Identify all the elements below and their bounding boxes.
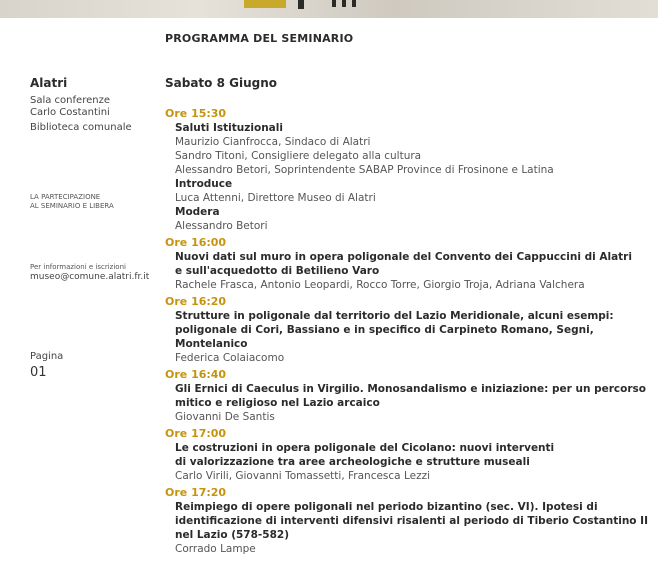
session-heading: poligonale di Cori, Bassiano e in specifico di Carpineto Romano, Segni, bbox=[175, 324, 594, 336]
program-session bbox=[165, 235, 645, 292]
session-heading: Gli Ernici di Caeculus in Virgilio. Monosandalismo e iniziazione: per un percorso bbox=[175, 383, 646, 395]
session-time: Ore 17:20 bbox=[165, 486, 227, 499]
sidebar-email: museo@comune.alatri.fr.it bbox=[30, 272, 150, 282]
session-time: Ore 16:40 bbox=[165, 368, 227, 381]
page-number: 01 bbox=[30, 365, 47, 380]
session-heading: Strutture in poligonale dal territorio del Lazio Meridionale, alcuni esempi: bbox=[175, 310, 614, 322]
session-heading: di valorizzazione tra aree archeologiche e strutture museali bbox=[175, 456, 530, 468]
program-session bbox=[165, 106, 645, 233]
sidebar-venue bbox=[30, 95, 110, 119]
session-heading: mitico e religioso nel Lazio arcaico bbox=[175, 397, 380, 409]
session-heading: nel Lazio (578-582) bbox=[175, 529, 289, 541]
session-speaker: Sandro Titoni, Consigliere delegato alla cultura bbox=[175, 150, 422, 162]
participation-line: AL SEMINARIO E LIBERA bbox=[30, 202, 114, 210]
banner-dark-mark bbox=[352, 0, 356, 7]
session-speaker: Giovanni De Santis bbox=[175, 411, 275, 423]
session-speaker: Alessandro Betori, Soprintendente SABAP Province di Frosinone e Latina bbox=[175, 164, 554, 176]
session-heading: Saluti Istituzionali bbox=[175, 122, 283, 134]
banner-dark-mark bbox=[332, 0, 336, 7]
sidebar-city: Alatri bbox=[30, 76, 68, 90]
session-heading: identificazione di interventi difensivi risalenti al periodo di Tiberio Costantino II bbox=[175, 515, 648, 527]
program-session bbox=[165, 426, 645, 483]
header-banner-image bbox=[0, 0, 658, 18]
banner-yellow-shape bbox=[244, 0, 286, 8]
session-time: Ore 16:20 bbox=[165, 295, 227, 308]
session-time: Ore 16:00 bbox=[165, 236, 227, 249]
session-heading: Introduce bbox=[175, 178, 233, 190]
session-speaker: Carlo Virili, Giovanni Tomassetti, Francesca Lezzi bbox=[175, 470, 431, 482]
program-session bbox=[165, 485, 648, 556]
session-heading: Nuovi dati sul muro in opera poligonale del Convento dei Cappuccini di Alatri bbox=[175, 251, 632, 263]
venue-line: Sala conferenze bbox=[30, 95, 110, 106]
session-speaker: Corrado Lampe bbox=[175, 543, 256, 555]
session-speaker: Luca Attenni, Direttore Museo di Alatri bbox=[175, 192, 376, 204]
banner-dark-mark bbox=[342, 0, 346, 7]
page-label: Pagina bbox=[30, 351, 64, 362]
program-session bbox=[165, 294, 645, 365]
session-time: Ore 17:00 bbox=[165, 427, 227, 440]
sidebar-participation-note bbox=[30, 193, 114, 211]
session-speaker: Rachele Frasca, Antonio Leopardi, Rocco Torre, Giorgio Troja, Adriana Valchera bbox=[175, 279, 585, 291]
session-heading: e sull'acquedotto di Betilieno Varo bbox=[175, 265, 380, 277]
session-speaker: Alessandro Betori bbox=[175, 220, 268, 232]
session-heading: Modera bbox=[175, 206, 220, 218]
page-title: PROGRAMMA DEL SEMINARIO bbox=[165, 32, 354, 45]
session-speaker: Federica Colaiacomo bbox=[175, 352, 285, 364]
program-session bbox=[165, 367, 645, 424]
session-heading: Montelanico bbox=[175, 338, 248, 350]
session-heading: Reimpiego di opere poligonali nel periodo bizantino (sec. VI). Ipotesi di bbox=[175, 501, 598, 513]
session-heading: Le costruzioni in opera poligonale del Cicolano: nuovi interventi bbox=[175, 442, 555, 454]
sidebar-info-label: Per informazioni e iscrizioni bbox=[30, 263, 126, 271]
venue-line: Carlo Costantini bbox=[30, 107, 110, 118]
sidebar-library: Biblioteca comunale bbox=[30, 122, 132, 133]
session-time: Ore 15:30 bbox=[165, 107, 227, 120]
participation-line: LA PARTECIPAZIONE bbox=[30, 193, 101, 201]
session-speaker: Maurizio Cianfrocca, Sindaco di Alatri bbox=[175, 136, 371, 148]
program-date: Sabato 8 Giugno bbox=[165, 76, 277, 90]
program-sessions bbox=[165, 106, 648, 558]
banner-dark-mark bbox=[298, 0, 304, 9]
